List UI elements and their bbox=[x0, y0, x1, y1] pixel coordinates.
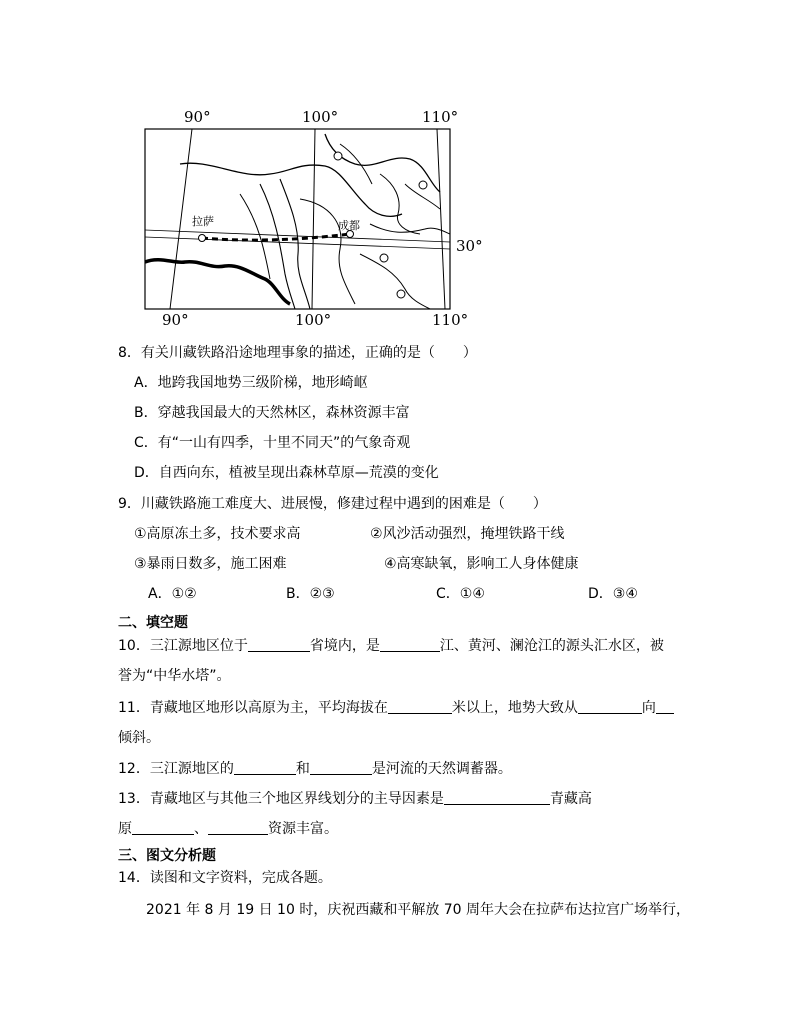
river-6 bbox=[380, 174, 420, 234]
q13-blank-2[interactable] bbox=[132, 820, 194, 835]
q9-choice-d: D．③④ bbox=[588, 586, 638, 602]
q8-stem: 8．有关川藏铁路沿途地理事象的描述，正确的是（ ） bbox=[118, 345, 477, 361]
q9-choice-b: B．②③ bbox=[286, 586, 335, 602]
q13-blank-3[interactable] bbox=[208, 820, 268, 835]
q13-line-1 bbox=[118, 789, 592, 809]
city-lhasa: 拉萨 bbox=[192, 215, 214, 228]
q10-line-1 bbox=[118, 636, 664, 656]
lon-top-110: 110° bbox=[422, 108, 459, 126]
q9-stem: 9．川藏铁路施工难度大、进展慢，修建过程中遇到的困难是（ ） bbox=[118, 496, 547, 512]
river-yangtze bbox=[370, 224, 450, 234]
city-dot bbox=[334, 152, 342, 160]
lon-bottom-100: 100° bbox=[295, 311, 332, 329]
q10-text-d: 誉为“中华水塔”。 bbox=[118, 668, 231, 684]
q8-option-a: A．地跨我国地势三级阶梯，地形崎岖 bbox=[134, 375, 368, 391]
q11-text-b: 米以上，地势大致从 bbox=[451, 700, 578, 716]
q8-option-d: D．自西向东，植被呈现出森林草原—荒漠的变化 bbox=[134, 465, 439, 481]
q12-text-c: 是河流的天然调蓄器。 bbox=[371, 761, 512, 777]
section-2-heading: 二、填空题 bbox=[118, 615, 188, 631]
q9-item-2: ②风沙活动强烈，掩埋铁路干线 bbox=[370, 526, 565, 542]
q13-text-e: 资源丰富。 bbox=[268, 821, 338, 837]
q12-text-a: 12．三江源地区的 bbox=[118, 761, 234, 777]
q10-blank-2[interactable] bbox=[380, 637, 440, 652]
lon-bottom-110: 110° bbox=[432, 311, 469, 329]
q10-text-c: 江、黄河、澜沧江的源头汇水区，被 bbox=[439, 638, 664, 654]
meridian-110 bbox=[437, 129, 445, 309]
section-3-heading: 三、图文分析题 bbox=[118, 848, 216, 864]
q12-line bbox=[118, 759, 512, 779]
river-4 bbox=[300, 199, 355, 304]
q9-item-1: ①高原冻土多，技术要求高 bbox=[134, 526, 301, 542]
q10-text-a: 10．三江源地区位于 bbox=[118, 638, 248, 654]
q13-text-b: 青藏高 bbox=[549, 791, 592, 807]
q11-blank-1[interactable] bbox=[388, 699, 452, 714]
q11-text-a: 11．青藏地区地形以高原为主，平均海拔在 bbox=[118, 700, 388, 716]
meridian-100 bbox=[312, 129, 315, 309]
q9-item-4: ④高寒缺氧，影响工人身体健康 bbox=[384, 556, 579, 572]
q11-text-c: 向 bbox=[641, 700, 656, 716]
lon-top-100: 100° bbox=[302, 108, 339, 126]
q8-option-c: C．有“一山有四季，十里不同天”的气象奇观 bbox=[134, 435, 411, 451]
q9-choice-c: C．①④ bbox=[436, 586, 485, 602]
q12-blank-2[interactable] bbox=[310, 760, 372, 775]
lat-30: 30° bbox=[456, 237, 483, 255]
q14-paragraph: 2021 年 8 月 19 日 10 时，庆祝西藏和平解放 70 周年大会在拉萨布达拉宫广场举行， bbox=[146, 902, 691, 918]
map-frame bbox=[145, 129, 450, 309]
map-drawing bbox=[140, 104, 480, 332]
q9-choice-a: A．①② bbox=[148, 586, 197, 602]
q13-blank-1[interactable] bbox=[444, 790, 550, 805]
q13-line-2 bbox=[118, 819, 338, 839]
border-line bbox=[145, 260, 290, 304]
river-3 bbox=[240, 194, 270, 279]
q13-text-a: 13．青藏地区与其他三个地区界线划分的主导因素是 bbox=[118, 791, 444, 807]
q13-text-d: 、 bbox=[194, 821, 208, 837]
city-dot bbox=[397, 290, 405, 298]
q11-text-d: 倾斜。 bbox=[118, 730, 160, 746]
q11-line-1 bbox=[118, 698, 674, 718]
map-figure bbox=[140, 104, 483, 332]
q10-text-b: 省境内，是 bbox=[309, 638, 380, 654]
river-1 bbox=[280, 179, 310, 309]
q8-option-b: B．穿越我国最大的天然林区，森林资源丰富 bbox=[134, 405, 410, 421]
lon-bottom-90: 90° bbox=[162, 311, 189, 329]
city-dot bbox=[380, 254, 388, 262]
q11-blank-2[interactable] bbox=[578, 699, 642, 714]
q13-text-c: 原 bbox=[118, 821, 132, 837]
city-chengdu: 成都 bbox=[338, 219, 360, 232]
q10-blank-1[interactable] bbox=[248, 637, 310, 652]
city-dot bbox=[419, 181, 427, 189]
q11-blank-3[interactable] bbox=[656, 699, 674, 714]
q9-item-3: ③暴雨日数多，施工困难 bbox=[134, 556, 287, 572]
q12-text-b: 和 bbox=[295, 761, 310, 777]
q12-blank-1[interactable] bbox=[234, 760, 296, 775]
lhasa-dot bbox=[199, 235, 206, 242]
q14-stem: 14．读图和文字资料，完成各题。 bbox=[118, 870, 332, 886]
lon-top-90: 90° bbox=[184, 108, 211, 126]
river-5 bbox=[360, 254, 430, 309]
meridian-90 bbox=[170, 129, 192, 309]
